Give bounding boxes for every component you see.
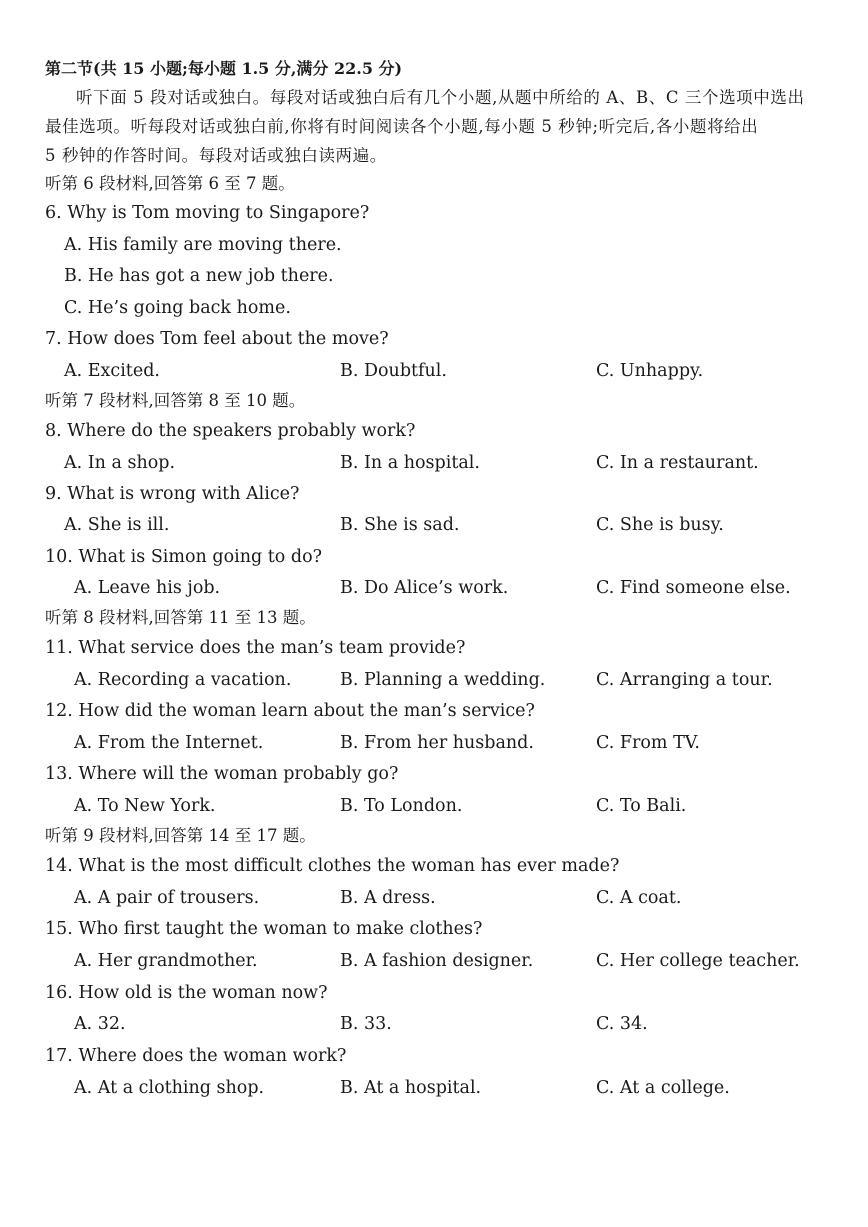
question-6-option-c: C. He’s going back home. [64,298,291,318]
question-6-option-a: A. His family are moving there. [64,235,342,255]
instructions-line-1: 听下面 5 段对话或独白。每段对话或独白后有几个小题,从题中所给的 A、B、C 三个选项中选出 [76,88,805,107]
question-11-option-b: B. Planning a wedding. [340,670,546,690]
instructions-line-2: 最佳选项。听每段对话或独白前,你将有时间阅读各个小题,每小题 5 秒钟;听完后,各小题将给出 [45,117,759,136]
question-9-option-a: A. She is ill. [64,515,170,535]
question-11-option-c: C. Arranging a tour. [596,670,773,690]
question-15: 15. Who first taught the woman to make clothes? [45,919,483,939]
question-13: 13. Where will the woman probably go? [45,764,399,784]
question-6-option-b: B. He has got a new job there. [64,266,334,286]
group-intro: 听第 6 段材料,回答第 6 至 7 题。 [45,174,295,193]
question-11-option-a: A. Recording a vacation. [74,670,292,690]
question-14-option-b: B. A dress. [340,888,436,908]
section-title: 第二节(共 15 小题;每小题 1.5 分,满分 22.5 分) [45,59,403,78]
question-17-option-a: A. At a clothing shop. [74,1078,265,1098]
question-9-option-c: C. She is busy. [596,515,724,535]
question-16: 16. How old is the woman now? [45,983,328,1003]
question-17-option-c: C. At a college. [596,1078,730,1098]
question-12-option-c: C. From TV. [596,733,700,753]
question-6: 6. Why is Tom moving to Singapore? [45,203,370,223]
question-13-option-c: C. To Bali. [596,796,687,816]
question-7: 7. How does Tom feel about the move? [45,329,389,349]
question-7-option-c: C. Unhappy. [596,361,704,381]
question-12-option-b: B. From her husband. [340,733,534,753]
group-intro: 听第 8 段材料,回答第 11 至 13 题。 [45,608,316,627]
question-10-option-a: A. Leave his job. [74,578,221,598]
question-10-option-b: B. Do Alice’s work. [340,578,509,598]
question-11: 11. What service does the man’s team provide? [45,638,466,658]
question-9-option-b: B. She is sad. [340,515,460,535]
question-8-option-a: A. In a shop. [64,453,176,473]
question-7-option-a: A. Excited. [64,361,160,381]
question-12-option-a: A. From the Internet. [74,733,264,753]
question-8-option-b: B. In a hospital. [340,453,480,473]
question-15-option-a: A. Her grandmother. [74,951,258,971]
question-16-option-b: B. 33. [340,1014,392,1034]
question-15-option-b: B. A fashion designer. [340,951,534,971]
question-8-option-c: C. In a restaurant. [596,453,759,473]
question-17: 17. Where does the woman work? [45,1046,347,1066]
question-14: 14. What is the most difficult clothes the woman has ever made? [45,856,620,876]
question-13-option-b: B. To London. [340,796,463,816]
question-17-option-b: B. At a hospital. [340,1078,482,1098]
group-intro: 听第 7 段材料,回答第 8 至 10 题。 [45,391,306,410]
group-intro: 听第 9 段材料,回答第 14 至 17 题。 [45,826,316,845]
question-14-option-c: C. A coat. [596,888,682,908]
question-16-option-c: C. 34. [596,1014,648,1034]
question-9: 9. What is wrong with Alice? [45,484,300,504]
question-7-option-b: B. Doubtful. [340,361,447,381]
instructions-line-3: 5 秒钟的作答时间。每段对话或独白读两遍。 [45,146,387,165]
question-15-option-c: C. Her college teacher. [596,951,800,971]
question-10: 10. What is Simon going to do? [45,547,322,567]
question-8: 8. Where do the speakers probably work? [45,421,416,441]
question-13-option-a: A. To New York. [74,796,216,816]
question-10-option-c: C. Find someone else. [596,578,791,598]
question-14-option-a: A. A pair of trousers. [74,888,260,908]
question-12: 12. How did the woman learn about the man’s service? [45,701,535,721]
question-16-option-a: A. 32. [74,1014,126,1034]
